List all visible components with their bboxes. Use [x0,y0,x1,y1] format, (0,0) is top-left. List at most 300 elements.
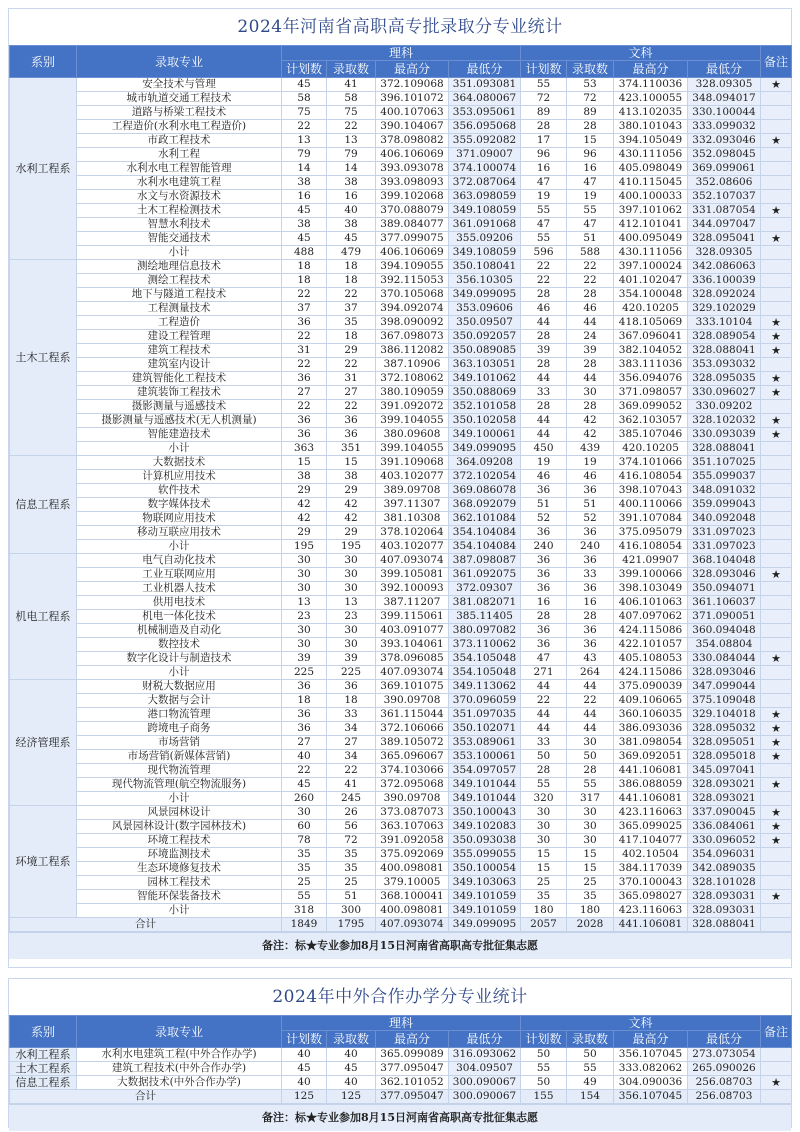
major-cell: 测绘工程技术 [77,274,282,288]
value-cell: 245 [327,792,376,806]
note-star-cell [761,666,792,680]
table-row [10,512,792,526]
table-row [10,736,792,750]
value-cell: 380.109059 [376,386,449,400]
major-cell: 数字媒体技术 [77,498,282,512]
value-cell: 38 [282,176,327,190]
value-cell: 46 [521,302,567,316]
total-cell: 2028 [567,918,614,932]
value-cell: 380.101043 [614,120,688,134]
value-cell: 479 [327,246,376,260]
note-star-cell: ★ [761,806,792,820]
value-cell: 24 [567,330,614,344]
value-cell: 360.106035 [614,708,688,722]
value-cell: 96 [567,148,614,162]
total-cell: 407.093074 [376,918,449,932]
value-cell: 22 [282,764,327,778]
value-cell: 89 [567,106,614,120]
major-cell: 小计 [77,792,282,806]
value-cell: 356.094076 [614,372,688,386]
value-cell: 328.095032 [688,722,761,736]
value-cell: 58 [327,92,376,106]
value-cell: 45 [282,1062,327,1076]
value-cell: 35 [567,890,614,904]
value-cell: 28 [521,610,567,624]
value-cell: 22 [521,274,567,288]
dept-cell: 土木工程系 [10,1062,77,1076]
major-cell: 机电一体化技术 [77,610,282,624]
dept-cell: 水利工程系 [10,1048,77,1062]
note-star-cell: ★ [761,652,792,666]
note-star-cell [761,456,792,470]
note-star-cell [761,92,792,106]
value-cell: 264 [567,666,614,680]
value-cell: 36 [521,638,567,652]
dept-cell: 水利工程系 [10,78,77,260]
major-cell: 地下与隧道工程技术 [77,288,282,302]
value-cell: 22 [327,400,376,414]
note-star-cell: ★ [761,834,792,848]
major-cell: 现代物流管理 [77,764,282,778]
value-cell: 375.095079 [614,526,688,540]
note-star-cell: ★ [761,330,792,344]
value-cell: 350.093038 [449,834,521,848]
value-cell: 44 [521,372,567,386]
table-row [10,414,792,428]
value-cell: 361.092075 [449,568,521,582]
value-cell: 75 [327,106,376,120]
value-cell: 349.101062 [449,372,521,386]
value-cell: 355.099055 [449,848,521,862]
major-cell: 安全技术与管理 [77,78,282,92]
note-star-cell: ★ [761,428,792,442]
value-cell: 363.103051 [449,358,521,372]
value-cell: 367.096041 [614,330,688,344]
value-cell: 35 [327,862,376,876]
value-cell: 14 [327,162,376,176]
major-cell: 建筑工程技术 [77,344,282,358]
major-cell: 建筑装饰工程技术 [77,386,282,400]
value-cell: 328.102032 [688,414,761,428]
note-star-cell: ★ [761,1076,792,1090]
value-cell: 345.097041 [688,764,761,778]
major-cell: 现代物流管理(航空物流服务) [77,778,282,792]
value-cell: 385.11405 [449,610,521,624]
value-cell: 403.091077 [376,624,449,638]
value-cell: 40 [327,1076,376,1090]
value-cell: 55 [567,1062,614,1076]
value-cell: 13 [327,134,376,148]
value-cell: 336.084061 [688,820,761,834]
total-cell: 1795 [327,918,376,932]
value-cell: 353.100061 [449,750,521,764]
value-cell: 384.117039 [614,862,688,876]
major-cell: 港口物流管理 [77,708,282,722]
value-cell: 362.101052 [376,1076,449,1090]
value-cell: 349.100061 [449,428,521,442]
value-cell: 371.090051 [688,610,761,624]
value-cell: 352.101058 [449,400,521,414]
value-cell: 328.095051 [688,736,761,750]
value-cell: 225 [327,666,376,680]
value-cell: 18 [282,274,327,288]
note-star-cell: ★ [761,750,792,764]
value-cell: 46 [567,302,614,316]
major-cell: 计算机应用技术 [77,470,282,484]
value-cell: 40 [282,1076,327,1090]
value-cell: 378.102064 [376,526,449,540]
major-cell: 建设工程管理 [77,330,282,344]
note-star-cell [761,848,792,862]
total-cell [761,918,792,932]
header-dept: 系别 [10,46,77,78]
note-star-cell [761,288,792,302]
value-cell: 36 [567,526,614,540]
value-cell: 363.098059 [449,190,521,204]
major-cell: 市场营销 [77,736,282,750]
value-cell: 23 [282,610,327,624]
value-cell: 380.09608 [376,428,449,442]
value-cell: 51 [521,498,567,512]
major-cell: 建筑智能化工程技术 [77,372,282,386]
value-cell: 398.107043 [614,484,688,498]
header-dept: 系别 [10,1016,77,1048]
table-row [10,344,792,358]
value-cell: 355.099037 [688,470,761,484]
value-cell: 22 [567,274,614,288]
note-star-cell: ★ [761,344,792,358]
value-cell: 373.087073 [376,806,449,820]
value-cell: 350.09507 [449,316,521,330]
value-cell: 410.115045 [614,176,688,190]
table-row [10,274,792,288]
total-cell: 377.095047 [376,1090,449,1104]
value-cell: 16 [521,162,567,176]
value-cell: 331.087054 [688,204,761,218]
value-cell: 328.089054 [688,330,761,344]
value-cell: 19 [521,456,567,470]
table-row [10,470,792,484]
value-cell: 30 [327,582,376,596]
note-star-cell [761,260,792,274]
value-cell: 47 [567,176,614,190]
note-star-cell [761,624,792,638]
major-cell: 风景园林设计(数字园林技术) [77,820,282,834]
value-cell: 27 [282,736,327,750]
value-cell: 441.106081 [614,764,688,778]
value-cell: 330.100044 [688,106,761,120]
value-cell: 396.101072 [376,92,449,106]
value-cell: 402.10504 [614,848,688,862]
note-star-cell [761,540,792,554]
value-cell: 79 [327,148,376,162]
value-cell: 391.107084 [614,512,688,526]
value-cell: 349.103063 [449,876,521,890]
value-cell: 375.090039 [614,680,688,694]
value-cell: 47 [567,218,614,232]
value-cell: 44 [567,722,614,736]
value-cell: 398.103049 [614,582,688,596]
value-cell: 331.097023 [688,540,761,554]
value-cell: 28 [567,610,614,624]
value-cell: 412.101041 [614,218,688,232]
value-cell: 407.097062 [614,610,688,624]
table-row [10,288,792,302]
value-cell: 25 [567,876,614,890]
value-cell: 50 [521,1076,567,1090]
value-cell: 375.109048 [688,694,761,708]
major-cell: 摄影测量与遥感技术 [77,400,282,414]
value-cell: 375.092069 [376,848,449,862]
value-cell: 348.094017 [688,92,761,106]
value-cell: 374.110036 [614,78,688,92]
major-cell: 工业机器人技术 [77,582,282,596]
subtotal-row [10,904,792,918]
value-cell: 16 [282,190,327,204]
value-cell: 15 [282,456,327,470]
value-cell: 180 [567,904,614,918]
note-star-cell [761,442,792,456]
table-row [10,260,792,274]
value-cell: 336.100039 [688,274,761,288]
subtotal-row [10,442,792,456]
value-cell: 37 [282,302,327,316]
value-cell: 364.080067 [449,92,521,106]
value-cell: 30 [282,806,327,820]
table2-title: 2024年中外合作办学分专业统计 [272,987,528,1007]
value-cell: 44 [567,708,614,722]
value-cell: 38 [327,218,376,232]
value-cell: 349.101044 [449,792,521,806]
value-cell: 401.102047 [614,274,688,288]
dept-cell: 经济管理系 [10,680,77,806]
note-star-cell [761,862,792,876]
value-cell: 398.090092 [376,316,449,330]
total-cell: 441.106081 [614,918,688,932]
value-cell: 353.093032 [688,358,761,372]
table-row [10,764,792,778]
value-cell: 393.098093 [376,176,449,190]
value-cell: 362.101084 [449,512,521,526]
value-cell: 36 [521,526,567,540]
table-row [10,204,792,218]
value-cell: 22 [282,400,327,414]
table-row [10,358,792,372]
table-row [10,120,792,134]
value-cell: 390.104067 [376,120,449,134]
note-star-cell [761,764,792,778]
value-cell: 33 [521,386,567,400]
dept-cell: 信息工程系 [10,456,77,554]
value-cell: 354.105048 [449,652,521,666]
sino-foreign-table-body [10,1048,792,1090]
value-cell: 354.08804 [688,638,761,652]
table-row [10,820,792,834]
value-cell: 17 [521,134,567,148]
value-cell: 363 [282,442,327,456]
table-row [10,484,792,498]
value-cell: 52 [521,512,567,526]
value-cell: 400.110066 [614,498,688,512]
note-star-cell [761,904,792,918]
value-cell: 28 [521,358,567,372]
value-cell: 328.093021 [688,778,761,792]
value-cell: 328.088041 [688,442,761,456]
value-cell: 349.108059 [449,204,521,218]
value-cell: 240 [521,540,567,554]
value-cell: 30 [567,736,614,750]
note-star-cell: ★ [761,316,792,330]
major-cell: 供用电技术 [77,596,282,610]
value-cell: 27 [327,386,376,400]
value-cell: 304.09507 [449,1062,521,1076]
value-cell: 30 [282,638,327,652]
table-row [10,848,792,862]
value-cell: 56 [327,820,376,834]
value-cell: 370.105068 [376,288,449,302]
value-cell: 354.104084 [449,526,521,540]
value-cell: 350.094071 [688,582,761,596]
value-cell: 355.09206 [449,232,521,246]
header-arts-min: 最低分 [688,61,761,78]
value-cell: 337.090045 [688,806,761,820]
value-cell: 27 [327,736,376,750]
value-cell: 360.094048 [688,624,761,638]
value-cell: 18 [327,330,376,344]
value-cell: 35 [282,862,327,876]
value-cell: 44 [567,316,614,330]
value-cell: 416.108054 [614,540,688,554]
value-cell: 45 [282,204,327,218]
dept-cell: 环境工程系 [10,806,77,918]
value-cell: 39 [521,344,567,358]
value-cell: 36 [567,624,614,638]
value-cell: 365.099089 [376,1048,449,1062]
value-cell: 387.10906 [376,358,449,372]
note-star-cell: ★ [761,414,792,428]
table-row [10,596,792,610]
total-cell: 125 [282,1090,327,1104]
value-cell: 351.093081 [449,78,521,92]
value-cell: 394.105049 [614,134,688,148]
value-cell: 36 [282,428,327,442]
value-cell: 424.115086 [614,624,688,638]
table-row [10,862,792,876]
value-cell: 58 [282,92,327,106]
value-cell: 13 [282,134,327,148]
value-cell: 328.095018 [688,750,761,764]
table-row [10,1048,792,1062]
value-cell: 31 [282,344,327,358]
value-cell: 55 [521,78,567,92]
value-cell: 372.095068 [376,778,449,792]
value-cell: 423.116063 [614,904,688,918]
value-cell: 19 [521,190,567,204]
value-cell: 372.109068 [376,78,449,92]
value-cell: 40 [282,1048,327,1062]
table-row [10,372,792,386]
value-cell: 390.09708 [376,694,449,708]
value-cell: 42 [282,512,327,526]
table-row [10,694,792,708]
value-cell: 588 [567,246,614,260]
value-cell: 40 [327,1048,376,1062]
value-cell: 44 [567,372,614,386]
value-cell: 381.10308 [376,512,449,526]
header-major: 录取专业 [77,46,282,78]
table-row [10,106,792,120]
table-row [10,232,792,246]
value-cell: 25 [327,876,376,890]
value-cell: 368.104048 [688,554,761,568]
header-arts-max: 最高分 [614,1031,688,1048]
value-cell: 42 [327,498,376,512]
major-cell: 智能建造技术 [77,428,282,442]
value-cell: 19 [567,190,614,204]
value-cell: 369.101075 [376,680,449,694]
value-cell: 328.093046 [688,568,761,582]
value-cell: 72 [521,92,567,106]
value-cell: 35 [327,316,376,330]
value-cell: 420.10205 [614,442,688,456]
value-cell: 13 [327,596,376,610]
value-cell: 45 [282,778,327,792]
value-cell: 42 [282,498,327,512]
value-cell: 352.098045 [688,148,761,162]
value-cell: 39 [327,652,376,666]
value-cell: 16 [521,596,567,610]
table2-footnote: 备注：标★专业参加8月15日河南省高职高专批征集志愿 [9,1104,791,1131]
value-cell: 46 [521,470,567,484]
value-cell: 34 [327,750,376,764]
table-row [10,722,792,736]
value-cell: 51 [327,890,376,904]
value-cell: 36 [327,414,376,428]
value-cell: 368.092079 [449,498,521,512]
value-cell: 42 [567,414,614,428]
value-cell: 400.095049 [614,232,688,246]
value-cell: 596 [521,246,567,260]
value-cell: 369.092051 [614,750,688,764]
value-cell: 42 [327,512,376,526]
major-cell: 智慧水利技术 [77,218,282,232]
value-cell: 369.086078 [449,484,521,498]
header-science: 理科 [282,46,521,61]
major-cell: 水文与水资源技术 [77,190,282,204]
admission-table-sheet [8,8,792,968]
subtotal-row [10,666,792,680]
value-cell: 450 [521,442,567,456]
value-cell: 317 [567,792,614,806]
value-cell: 399.104055 [376,414,449,428]
value-cell: 45 [282,78,327,92]
value-cell: 50 [521,1048,567,1062]
value-cell: 406.101063 [614,596,688,610]
value-cell: 409.106065 [614,694,688,708]
value-cell: 36 [567,638,614,652]
major-cell: 市政工程技术 [77,134,282,148]
table-row [10,316,792,330]
header-arts-max: 最高分 [614,61,688,78]
value-cell: 368.100041 [376,890,449,904]
value-cell: 45 [327,1062,376,1076]
value-cell: 407.093074 [376,554,449,568]
table-row [10,876,792,890]
table-row [10,750,792,764]
note-star-cell [761,596,792,610]
major-cell: 生态环境修复技术 [77,862,282,876]
value-cell: 355.092082 [449,134,521,148]
